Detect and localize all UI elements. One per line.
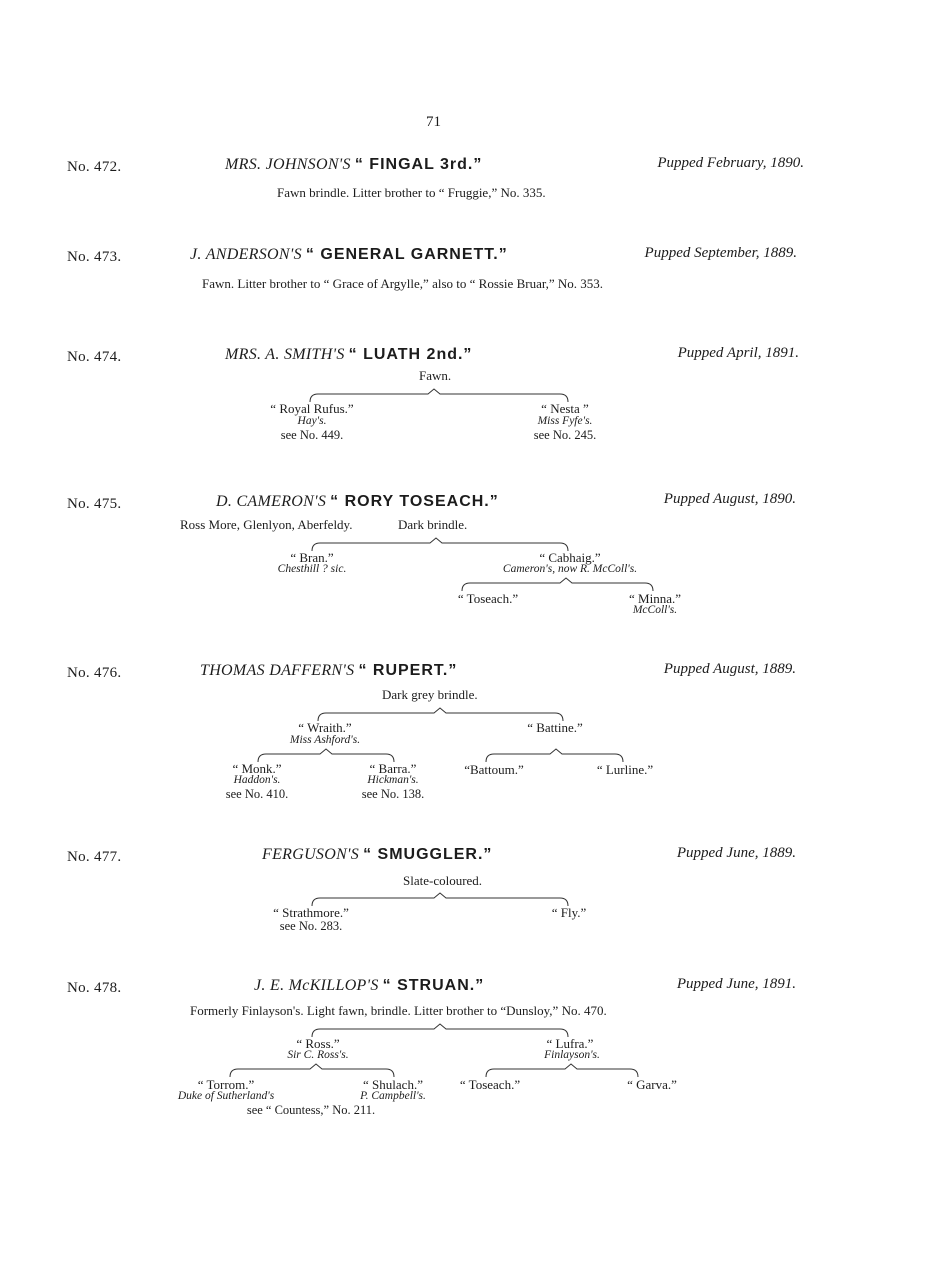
entry-478-sire-sire-owner: Duke of Sutherland's <box>177 1090 275 1102</box>
entry-475-owner: D. CAMERON'S <box>216 493 327 510</box>
entry-474-sire-name: “ Royal Rufus.” <box>270 401 354 416</box>
entry-473-pupped: Pupped September, 1889. <box>644 245 797 261</box>
entry-474-dam-name: “ Nesta ” <box>541 401 589 416</box>
entry-476-number: No. 476. <box>67 665 122 681</box>
entry-473-owner: J. ANDERSON'S <box>190 246 302 263</box>
bracket-478-sire <box>230 1064 394 1077</box>
entry-476-sire-sire-see: see No. 410. <box>225 787 289 801</box>
bracket-478-dam <box>486 1064 638 1077</box>
entry-476-dog-name: “ RUPERT.” <box>358 662 458 679</box>
bracket-476-dam <box>486 749 623 762</box>
entry-476-sire-dam-name: “ Barra.” <box>369 761 417 776</box>
entry-478-sire-dam-owner: P. Campbell's. <box>360 1090 426 1102</box>
entry-474-dog-name: “ LUATH 2nd.” <box>348 346 473 363</box>
entry-475-dam-name: “ Cabhaig.” <box>539 550 601 565</box>
entry-478-dog-name: “ STRUAN.” <box>382 977 485 994</box>
entry-478-sire-owner: Sir C. Ross's. <box>287 1049 349 1061</box>
entry-477-number: No. 477. <box>67 849 122 865</box>
entry-478-sire-dam-name: “ Shulach.” <box>363 1077 423 1092</box>
bracket-475-dam <box>462 578 653 591</box>
entry-478-owner: J. E. McKILLOP'S <box>254 977 379 994</box>
entry-476-dam-dam-name: “ Lurline.” <box>596 762 654 777</box>
entry-477-pupped: Pupped June, 1889. <box>676 845 796 861</box>
entry-473-dog-name: “ GENERAL GARNETT.” <box>305 246 508 263</box>
entry-477-sire-name: “ Strathmore.” <box>273 905 349 920</box>
entry-478-number: No. 478. <box>67 980 122 996</box>
entry-472-owner: MRS. JOHNSON'S <box>225 156 351 173</box>
page-number: 71 <box>426 114 441 130</box>
entry-473-description: Fawn. Litter brother to “ Grace of Argylle,” also to “ Rossie Bruar,” No. 353. <box>202 276 604 291</box>
entry-478-dam-name: “ Lufra.” <box>546 1036 594 1051</box>
entry-475-title <box>216 494 499 510</box>
entry-472-number: No. 472. <box>67 159 122 175</box>
entry-475-dam-dam-owner: McColl's. <box>632 604 678 616</box>
entry-474-owner: MRS. A. SMITH'S <box>225 346 345 363</box>
entry-475-color: Dark brindle. <box>398 517 468 532</box>
entry-478-title <box>254 978 484 994</box>
entry-476-sire-name: “ Wraith.” <box>298 720 352 735</box>
entry-472-pupped: Pupped February, 1890. <box>657 155 804 171</box>
entry-475-number: No. 475. <box>67 496 122 512</box>
entry-478-description: Formerly Finlayson's. Light fawn, brindle. Litter brother to “Dunsloy,” No. 470. <box>190 1003 607 1018</box>
entry-472-title <box>225 157 482 173</box>
entry-474-dam-see: see No. 245. <box>533 428 597 442</box>
entry-476-sire-dam-see: see No. 138. <box>361 787 425 801</box>
entry-478-dam-sire-name: “ Toseach.” <box>459 1077 521 1092</box>
entry-475-sire-owner: Chesthill ? sic. <box>277 563 347 575</box>
entry-477-title <box>262 847 492 863</box>
entry-477-owner: FERGUSON'S <box>262 846 360 863</box>
bracket-478 <box>312 1024 568 1037</box>
entry-473-title <box>190 247 508 263</box>
entry-475-breeder: Ross More, Glenlyon, Aberfeldy. <box>180 517 353 532</box>
entry-477-color: Slate-coloured. <box>403 873 483 888</box>
entry-476-sire-owner: Miss Ashford's. <box>289 734 361 746</box>
entry-476-sire-sire-name: “ Monk.” <box>232 761 282 776</box>
entry-477-sire-see: see No. 283. <box>279 919 343 933</box>
entry-475-pupped: Pupped August, 1890. <box>663 491 796 507</box>
bracket-477 <box>312 893 568 906</box>
entry-476-dam-sire-name: “Battoum.” <box>464 762 524 777</box>
entry-475-dam-owner: Cameron's, now R. McColl's. <box>502 563 638 575</box>
entry-476-color: Dark grey brindle. <box>382 687 478 702</box>
entry-472-description: Fawn brindle. Litter brother to “ Fruggie,” No. 335. <box>277 185 546 200</box>
entry-474-sire-see: see No. 449. <box>280 428 344 442</box>
entry-477-dam-name: “ Fly.” <box>551 905 587 920</box>
entry-474-title <box>225 347 472 363</box>
entry-475-dam-dam-name: “ Minna.” <box>629 591 681 606</box>
entry-476-owner: THOMAS DAFFERN'S <box>200 662 355 679</box>
entry-474-color: Fawn. <box>419 368 452 383</box>
bracket-475 <box>312 538 568 551</box>
entry-476-dam-name: “ Battine.” <box>527 720 583 735</box>
entry-474-dam-owner: Miss Fyfe's. <box>537 415 593 427</box>
entry-478-dam-owner: Finlayson's. <box>544 1049 600 1061</box>
entry-476-pupped: Pupped August, 1889. <box>663 661 796 677</box>
entry-478-pupped: Pupped June, 1891. <box>676 976 796 992</box>
entry-478-sire-see: see “ Countess,” No. 211. <box>246 1103 376 1117</box>
entry-478-sire-name: “ Ross.” <box>296 1036 340 1051</box>
entry-474-pupped: Pupped April, 1891. <box>677 345 799 361</box>
entry-476-sire-sire-owner: Haddon's. <box>233 774 281 786</box>
entry-478-dam-dam-name: “ Garva.” <box>627 1077 677 1092</box>
entry-475-dog-name: “ RORY TOSEACH.” <box>330 493 499 510</box>
entry-475-dam-sire-name: “ Toseach.” <box>457 591 519 606</box>
entry-476-sire-dam-owner: Hickman's. <box>367 774 419 786</box>
entry-473-number: No. 473. <box>67 249 122 265</box>
entry-474-sire-owner: Hay's. <box>297 415 327 427</box>
entry-477-dog-name: “ SMUGGLER.” <box>363 846 493 863</box>
entry-476-title <box>200 663 457 679</box>
entry-478-sire-sire-name: “ Torrom.” <box>197 1077 255 1092</box>
entry-472-dog-name: “ FINGAL 3rd.” <box>354 156 483 173</box>
entry-474-number: No. 474. <box>67 349 122 365</box>
entry-475-sire-name: “ Bran.” <box>290 550 334 565</box>
